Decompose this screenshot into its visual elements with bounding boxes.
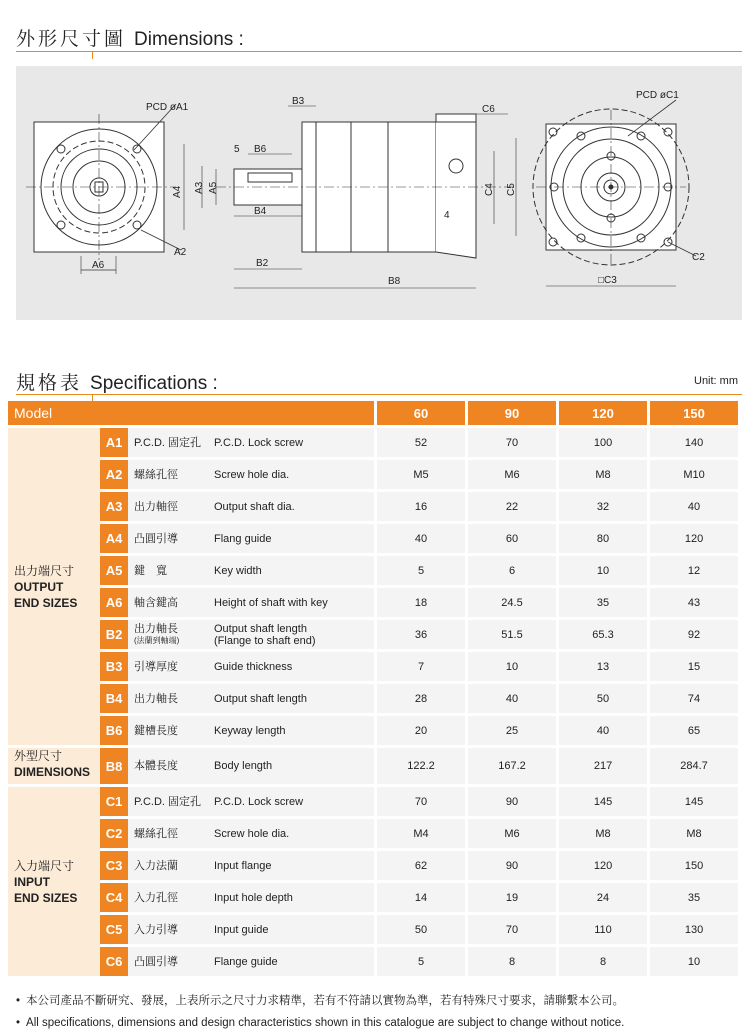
row-name-en-text: Height of shaft with key xyxy=(214,596,328,609)
row-value: 35 xyxy=(647,880,738,912)
row-value: 10 xyxy=(465,649,556,681)
row-value: 120 xyxy=(647,521,738,553)
model-header-60: 60 xyxy=(374,401,465,428)
group-label-en: DIMENSIONS xyxy=(14,765,91,779)
row-code: C4 xyxy=(100,880,128,912)
label-b8: B8 xyxy=(388,276,401,287)
dimensions-title xyxy=(16,24,244,51)
specs-title-en: Specifications : xyxy=(90,373,218,394)
row-value: 167.2 xyxy=(465,745,556,784)
row-name-en-text: Flang guide xyxy=(214,532,272,545)
row-value: 24.5 xyxy=(465,585,556,617)
row-value: 120 xyxy=(556,848,647,880)
dimensions-title-zh: 外形尺寸圖 xyxy=(16,29,127,50)
row-value: 145 xyxy=(647,784,738,816)
table-row xyxy=(8,585,738,617)
row-name-en xyxy=(214,521,374,553)
table-row xyxy=(8,912,738,944)
row-name-zh xyxy=(128,649,214,681)
row-code: A3 xyxy=(100,489,128,521)
row-value: M6 xyxy=(465,816,556,848)
row-name-zh xyxy=(128,489,214,521)
label-pcd-a1: PCD øA1 xyxy=(146,102,189,113)
dimensions-title-en: Dimensions : xyxy=(134,29,244,50)
row-value: 65 xyxy=(647,713,738,745)
row-name-zh-text: 鍵 寬 xyxy=(134,564,167,577)
row-value: 284.7 xyxy=(647,745,738,784)
row-value: M10 xyxy=(647,457,738,489)
row-value: 92 xyxy=(647,617,738,649)
row-code: C1 xyxy=(100,784,128,816)
row-name-en-text: Output shaft length xyxy=(214,692,307,705)
row-name-zh-text: 螺絲孔徑 xyxy=(134,468,178,481)
row-value: 10 xyxy=(556,553,647,585)
row-value: M8 xyxy=(556,816,647,848)
row-name-zh xyxy=(128,585,214,617)
row-value: 40 xyxy=(465,681,556,713)
row-name-en-text: Screw hole dia. xyxy=(214,468,290,481)
table-row xyxy=(8,489,738,521)
row-value: 5 xyxy=(374,944,465,976)
row-value: 110 xyxy=(556,912,647,944)
specs-title xyxy=(16,368,218,395)
group-label-zh: 外型尺寸 xyxy=(14,749,63,763)
row-name-zh-text: 出力軸長 xyxy=(134,622,178,635)
specs-title-rule xyxy=(16,394,742,395)
row-name-en xyxy=(214,489,374,521)
row-name-zh xyxy=(128,944,214,976)
row-value: 40 xyxy=(374,521,465,553)
row-name-zh xyxy=(128,617,214,649)
dimension-drawing-svg xyxy=(16,66,742,320)
group-label-zh: 入力端尺寸 xyxy=(14,858,75,873)
row-name-en-text: P.C.D. Lock screw xyxy=(214,795,304,808)
row-value: 10 xyxy=(647,944,738,976)
table-row xyxy=(8,745,738,784)
row-name-zh xyxy=(128,553,214,585)
label-b6: B6 xyxy=(254,144,267,155)
row-name-zh-text: 鍵槽長度 xyxy=(134,724,178,737)
row-value: 36 xyxy=(374,617,465,649)
row-name-zh xyxy=(128,681,214,713)
row-code: A1 xyxy=(100,428,128,457)
row-code: C3 xyxy=(100,848,128,880)
row-name-zh-text: 入力孔徑 xyxy=(134,891,178,904)
label-c3: □C3 xyxy=(598,275,617,286)
row-name-zh xyxy=(128,428,214,457)
row-value: 70 xyxy=(465,912,556,944)
row-value: M4 xyxy=(374,816,465,848)
row-name-en-sub: (Flange to shaft end) xyxy=(214,634,316,647)
group-label-en: OUTPUT xyxy=(14,579,64,594)
label-b2: B2 xyxy=(256,258,269,269)
row-value: 16 xyxy=(374,489,465,521)
row-name-en xyxy=(214,912,374,944)
row-value: 7 xyxy=(374,649,465,681)
label-a4: A4 xyxy=(172,185,183,198)
row-name-en xyxy=(214,649,374,681)
row-name-en xyxy=(214,816,374,848)
row-value: 90 xyxy=(465,848,556,880)
row-value: 90 xyxy=(465,784,556,816)
row-value: M6 xyxy=(465,457,556,489)
row-name-en-text: Input guide xyxy=(214,923,269,936)
row-value: 12 xyxy=(647,553,738,585)
row-value: 150 xyxy=(647,848,738,880)
row-value: 5 xyxy=(374,553,465,585)
label-b6-5: 5 xyxy=(234,144,240,155)
row-name-en xyxy=(214,428,374,457)
row-code: B8 xyxy=(100,745,128,784)
row-value: M8 xyxy=(556,457,647,489)
row-value: 24 xyxy=(556,880,647,912)
row-name-zh xyxy=(128,912,214,944)
row-name-en xyxy=(214,585,374,617)
row-name-en-text: Output shaft dia. xyxy=(214,500,295,513)
row-name-zh-text: P.C.D. 固定孔 xyxy=(134,436,202,449)
label-b3: B3 xyxy=(292,96,305,107)
row-value: 15 xyxy=(647,649,738,681)
group-label xyxy=(8,784,100,976)
model-header: Model xyxy=(8,401,374,428)
row-name-en xyxy=(214,784,374,816)
row-name-en-text: Output shaft length xyxy=(214,622,307,635)
row-name-en xyxy=(214,745,374,784)
table-row xyxy=(8,553,738,585)
row-value: 217 xyxy=(556,745,647,784)
dimensions-title-tick xyxy=(92,51,93,59)
label-c5: C5 xyxy=(506,183,517,196)
row-name-zh xyxy=(128,784,214,816)
row-value: 40 xyxy=(556,713,647,745)
row-code: C5 xyxy=(100,912,128,944)
row-value: 8 xyxy=(556,944,647,976)
row-value: 122.2 xyxy=(374,745,465,784)
label-a2: A2 xyxy=(174,247,187,258)
label-a3: A3 xyxy=(194,181,205,194)
row-name-zh-text: 出力軸長 xyxy=(134,692,178,705)
row-value: 22 xyxy=(465,489,556,521)
row-name-en xyxy=(214,848,374,880)
table-row xyxy=(8,816,738,848)
row-value: 50 xyxy=(556,681,647,713)
row-code: A5 xyxy=(100,553,128,585)
row-name-en-text: Input hole depth xyxy=(214,891,293,904)
row-code: A6 xyxy=(100,585,128,617)
model-header-150: 150 xyxy=(647,401,738,428)
table-header-row xyxy=(8,401,738,428)
table-row xyxy=(8,681,738,713)
group-label xyxy=(8,428,100,745)
table-row xyxy=(8,617,738,649)
label-c4: C4 xyxy=(484,183,495,196)
group-label-zh: 出力端尺寸 xyxy=(14,563,75,578)
row-name-en xyxy=(214,880,374,912)
row-value: 43 xyxy=(647,585,738,617)
row-name-zh xyxy=(128,848,214,880)
row-value: 50 xyxy=(374,912,465,944)
table-row xyxy=(8,784,738,816)
row-code: B2 xyxy=(100,617,128,649)
row-name-zh xyxy=(128,457,214,489)
row-value: 140 xyxy=(647,428,738,457)
row-name-zh-text: 入力引導 xyxy=(134,923,178,936)
row-name-zh-sub: (法蘭到軸端) xyxy=(134,635,180,645)
row-code: C6 xyxy=(100,944,128,976)
row-value: 52 xyxy=(374,428,465,457)
table-row xyxy=(8,649,738,681)
table-row xyxy=(8,880,738,912)
row-name-zh xyxy=(128,713,214,745)
row-name-en xyxy=(214,553,374,585)
group-label-en: INPUT xyxy=(14,874,50,889)
row-value: M5 xyxy=(374,457,465,489)
row-code: A4 xyxy=(100,521,128,553)
row-code: B3 xyxy=(100,649,128,681)
row-value: 40 xyxy=(647,489,738,521)
table-row xyxy=(8,944,738,976)
row-value: 70 xyxy=(374,784,465,816)
row-value: 6 xyxy=(465,553,556,585)
label-c2: C2 xyxy=(692,252,705,263)
row-code: C2 xyxy=(100,816,128,848)
specifications-table xyxy=(8,401,738,976)
row-name-en-text: Input flange xyxy=(214,859,272,872)
row-code: B4 xyxy=(100,681,128,713)
row-name-zh-text: P.C.D. 固定孔 xyxy=(134,795,202,808)
row-name-zh-text: 凸圓引導 xyxy=(134,532,178,545)
table-row xyxy=(8,457,738,489)
footnotes xyxy=(16,990,624,1034)
row-code: A2 xyxy=(100,457,128,489)
table-row xyxy=(8,428,738,457)
row-value: 51.5 xyxy=(465,617,556,649)
model-header-90: 90 xyxy=(465,401,556,428)
row-name-zh-text: 凸圓引導 xyxy=(134,955,178,968)
row-value: 35 xyxy=(556,585,647,617)
row-value: 25 xyxy=(465,713,556,745)
row-value: 65.3 xyxy=(556,617,647,649)
row-value: 74 xyxy=(647,681,738,713)
row-name-en-text: P.C.D. Lock screw xyxy=(214,436,304,449)
row-name-zh-text: 引導厚度 xyxy=(134,660,178,673)
row-name-zh-text: 螺絲孔徑 xyxy=(134,827,178,840)
row-value: 62 xyxy=(374,848,465,880)
table-row xyxy=(8,713,738,745)
table-row xyxy=(8,848,738,880)
row-name-en-text: Key width xyxy=(214,564,262,577)
row-value: 100 xyxy=(556,428,647,457)
row-value: 145 xyxy=(556,784,647,816)
row-value: 28 xyxy=(374,681,465,713)
row-value: 18 xyxy=(374,585,465,617)
row-value: 13 xyxy=(556,649,647,681)
row-name-zh xyxy=(128,880,214,912)
label-a6: A6 xyxy=(92,260,105,271)
row-name-en xyxy=(214,713,374,745)
row-name-zh xyxy=(128,521,214,553)
model-header-120: 120 xyxy=(556,401,647,428)
row-value: 19 xyxy=(465,880,556,912)
row-value: 60 xyxy=(465,521,556,553)
row-value: 80 xyxy=(556,521,647,553)
row-name-zh xyxy=(128,745,214,784)
row-value: M8 xyxy=(647,816,738,848)
footnote-en: • All specifications, dimensions and design characteristics shown in this catalogue are subject to change without notice. xyxy=(16,1012,624,1034)
dimension-drawing xyxy=(16,66,742,320)
row-name-en-text: Screw hole dia. xyxy=(214,827,290,840)
footnote-zh: • 本公司產品不斷研究、發展，上表所示之尺寸力求精準，若有不符請以實物為準，若有特殊尺寸要求，請聯繫本公司。 xyxy=(16,990,624,1012)
label-b4: B4 xyxy=(254,206,267,217)
group-label xyxy=(8,745,100,784)
row-name-zh-text: 軸含鍵高 xyxy=(134,596,178,609)
row-name-en xyxy=(214,681,374,713)
label-4: 4 xyxy=(444,210,450,221)
row-name-en-text: Guide thickness xyxy=(214,660,293,673)
group-label-en2: END SIZES xyxy=(14,595,78,610)
row-name-zh-text: 出力軸徑 xyxy=(134,500,178,513)
table-row xyxy=(8,521,738,553)
row-name-en-text: Flange guide xyxy=(214,955,278,968)
label-a5: A5 xyxy=(208,181,219,194)
row-value: 8 xyxy=(465,944,556,976)
row-name-en xyxy=(214,617,374,649)
group-label-en2: END SIZES xyxy=(14,890,78,905)
dimensions-title-rule xyxy=(16,51,742,52)
row-name-zh-text: 入力法蘭 xyxy=(134,859,178,872)
row-value: 14 xyxy=(374,880,465,912)
row-value: 32 xyxy=(556,489,647,521)
label-c6: C6 xyxy=(482,104,495,115)
specs-title-zh: 規格表 xyxy=(16,373,83,394)
row-value: 130 xyxy=(647,912,738,944)
row-name-zh xyxy=(128,816,214,848)
row-name-en-text: Keyway length xyxy=(214,724,286,737)
row-name-en xyxy=(214,944,374,976)
row-code: B6 xyxy=(100,713,128,745)
row-name-en-text: Body length xyxy=(214,760,273,772)
row-name-zh-text: 本體長度 xyxy=(134,760,178,772)
row-value: 70 xyxy=(465,428,556,457)
row-value: 20 xyxy=(374,713,465,745)
row-name-en xyxy=(214,457,374,489)
label-pcd-c1: PCD øC1 xyxy=(636,90,679,101)
unit-label: Unit: mm xyxy=(694,375,738,387)
